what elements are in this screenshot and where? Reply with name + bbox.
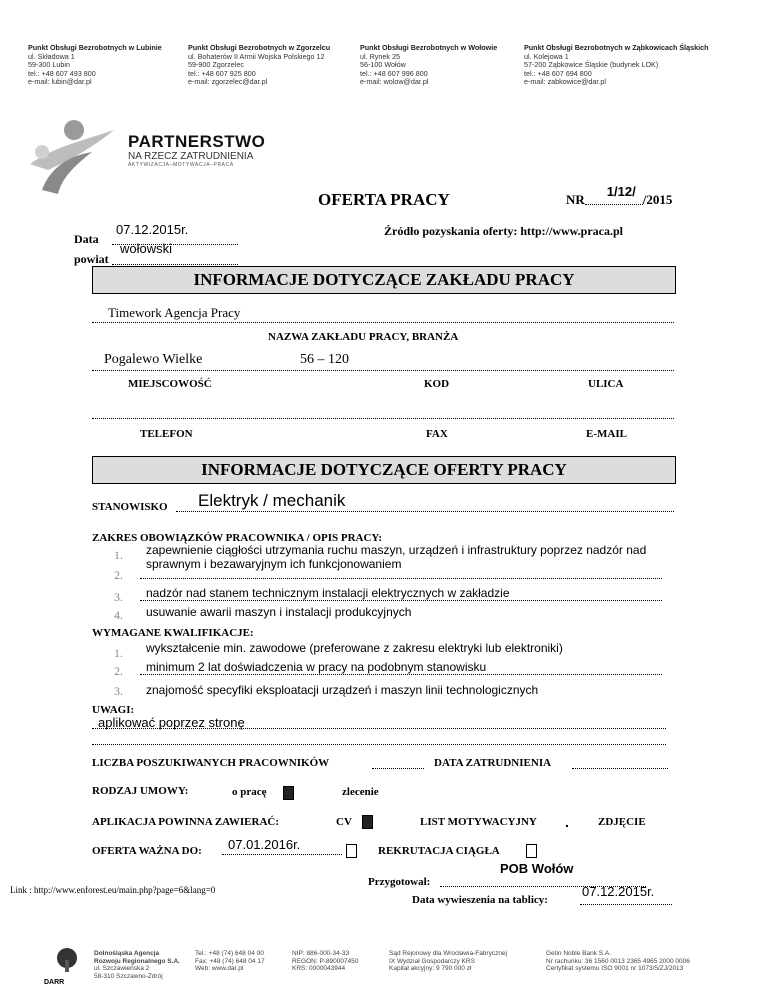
footer-ids: NIP: 886-000-34-33 REGON: P-890007450 KRS: 0000043944 <box>292 950 359 973</box>
contact-field <box>92 406 674 419</box>
office-zgorzelec: Punkt Obsługi Bezrobotnych w Zgorzelcu ul. Bohaterów II Armii Wojska Polskiego 12 59-900 Zgorzelec tel.: +48 607 925 800 e-mail: zgorzelec@dar.pl <box>188 43 331 87</box>
start-label: DATA ZATRUDNIENIA <box>434 757 552 769</box>
contract-a-checkbox[interactable] <box>283 785 294 803</box>
county-value: wołowski <box>120 241 173 256</box>
ongoing-label: REKRUTACJA CIĄGŁA <box>378 845 500 857</box>
letter-marker <box>566 825 568 827</box>
apply-cv-checkbox[interactable] <box>362 814 373 832</box>
duty-number: 1. <box>114 548 123 562</box>
offer-source: Źródło pozyskania oferty: http://www.praca.pl <box>384 224 624 238</box>
company-name-field <box>92 310 674 323</box>
contract-a-check-icon <box>283 786 294 800</box>
prepared-label: Przygotował: <box>368 876 431 888</box>
duty-item: usuwanie awarii maszyn i instalacji produkcyjnych <box>146 605 412 619</box>
email-label: E-MAIL <box>586 428 627 440</box>
footer-contact: Tel.: +48 (74) 648 04 00 Fax: +48 (74) 648 04 17 Web: www.dar.pl <box>195 950 265 973</box>
notes-line <box>92 734 666 745</box>
qual-number: 1. <box>114 646 123 660</box>
date-value: 07.12.2015r. <box>116 222 189 237</box>
brand-block: PARTNERSTWO NA RZECZ ZATRUDNIENIA AKTYWIZACJA–MOTYWACJA–PRACA <box>128 132 266 168</box>
office-wolow: Punkt Obsługi Bezrobotnych w Wołowie ul. Rynek 25 56-100 Wołów tel.: +48 607 996 800 e-mail: wolow@dar.pl <box>360 43 498 87</box>
qual-number: 2. <box>114 664 123 678</box>
position-value: Elektryk / mechanik <box>198 491 346 510</box>
qual-number: 3. <box>114 684 123 698</box>
prepared-value: POB Wołów <box>500 861 574 876</box>
count-label: LICZBA POSZUKIWANYCH PRACOWNIKÓW <box>92 757 330 769</box>
company-name-label: NAZWA ZAKŁADU PRACY, BRANŻA <box>268 331 459 343</box>
city-value: Pogalewo Wielke <box>104 352 203 367</box>
cv-check-icon <box>362 815 373 829</box>
office-zabkowice: Punkt Obsługi Bezrobotnych w Ząbkowicach Śląskich ul. Kolejowa 1 57-200 Ząbkowice Śląskie (budynek LOK) tel.: +48 607 694 800 e-mail: zabkowice@dar.pl <box>524 43 709 87</box>
date-label: Data <box>74 232 99 246</box>
ongoing-checkbox[interactable] <box>526 843 537 861</box>
apply-label: APLIKACJA POWINNA ZAWIERAĆ: <box>92 816 280 828</box>
position-label: STANOWISKO <box>92 501 168 513</box>
apply-cv-label: CV <box>336 816 352 828</box>
city-label: MIEJSCOWOŚĆ <box>128 378 212 390</box>
code-value: 56 – 120 <box>300 352 349 367</box>
duty-number: 2. <box>114 568 123 582</box>
footer-court: Sąd Rejonowy dla Wrocławia-Fabrycznej IX Wydział Gospodarczy KRS Kapitał akcyjny: 9 790 000 zł <box>389 950 508 973</box>
offer-title: OFERTA PRACY <box>318 190 450 209</box>
duty-item: nadzór nad stanem technicznym instalacji elektrycznych w zakładzie <box>146 586 510 600</box>
offer-number-value: 1/12/ <box>606 184 636 199</box>
office-lubin: Punkt Obsługi Bezrobotnych w Lubinie ul. Składowa 1 59-300 Lubin tel.: +48 607 493 800 e-mail: lubin@dar.pl <box>28 43 162 87</box>
qual-item: znajomość specyfiki eksploatacji urządzeń i maszyn linii technologicznych <box>146 683 539 697</box>
posted-value: 07.12.2015r. <box>582 884 655 899</box>
posted-label: Data wywieszenia na tablicy: <box>412 894 548 906</box>
code-label: KOD <box>424 378 450 390</box>
street-label: ULICA <box>588 378 624 390</box>
darr-logo-icon <box>48 946 86 978</box>
valid-value: 07.01.2016r. <box>228 837 301 852</box>
contract-label: RODZAJ UMOWY: <box>92 785 189 797</box>
link-text: Link : http://www.enforest.eu/main.php?page=6&lang=0 <box>10 885 216 895</box>
valid-checkbox[interactable] <box>346 843 357 861</box>
quals-label: WYMAGANE KWALIFIKACJE: <box>92 627 254 639</box>
duty-line <box>140 568 662 579</box>
ongoing-check-icon <box>526 844 537 858</box>
county-label: powiat <box>74 252 109 266</box>
duties-label: ZAKRES OBOWIĄZKÓW PRACOWNIKA / OPIS PRACY: <box>92 532 383 544</box>
phone-label: TELEFON <box>140 428 193 440</box>
apply-letter-label: LIST MOTYWACYJNY <box>420 816 537 828</box>
footer-org: Dolnośląska Agencja Rozwoju Regionalnego S.A. ul. Szczawieńska 2 58-310 Szczawno-Zdrój <box>94 950 180 980</box>
qual-item: wykształcenie min. zawodowe (preferowane z zakresu elektryki lub elektroniki) <box>146 641 563 655</box>
footer-bank: Getin Noble Bank S.A. Nr rachunku: 36 1560 0013 2365 4965 2000 0006 Certyfikat systemu ISO 9001 nr 1073/5/ZJ/2013 <box>546 950 690 973</box>
company-name-value: Timework Agencja Pracy <box>108 305 241 320</box>
darr-logo-text: DARR <box>44 979 65 986</box>
offer-number: NR 1/12/ /2015 <box>566 184 673 207</box>
company-section-header: INFORMACJE DOTYCZĄCE ZAKŁADU PRACY <box>92 266 676 294</box>
qual-item: minimum 2 lat doświadczenia w pracy na podobnym stanowisku <box>146 660 487 674</box>
job-section-header: INFORMACJE DOTYCZĄCE OFERTY PRACY <box>92 456 676 484</box>
partnerstwo-logo-icon <box>22 112 126 200</box>
duty-item: zapewnienie ciągłości utrzymania ruchu maszyn, urządzeń i infrastruktury poprzez nadzór nad sprawnym i bezawaryjnym ich funkcjonowaniem <box>146 543 647 571</box>
contract-a-label: o pracę <box>232 786 267 798</box>
start-field <box>572 758 668 769</box>
duty-number: 4. <box>114 608 123 622</box>
notes-value: aplikować poprzez stronę <box>98 715 245 730</box>
contract-b-label: zlecenie <box>342 786 379 798</box>
duty-number: 3. <box>114 590 123 604</box>
address-field <box>92 358 674 371</box>
count-field <box>372 758 424 769</box>
valid-label: OFERTA WAŻNA DO: <box>92 845 202 857</box>
notes-label: UWAGI: <box>92 704 135 716</box>
apply-photo-label: ZDJĘCIE <box>598 816 646 828</box>
valid-check-icon <box>346 844 357 858</box>
fax-label: FAX <box>426 428 448 440</box>
